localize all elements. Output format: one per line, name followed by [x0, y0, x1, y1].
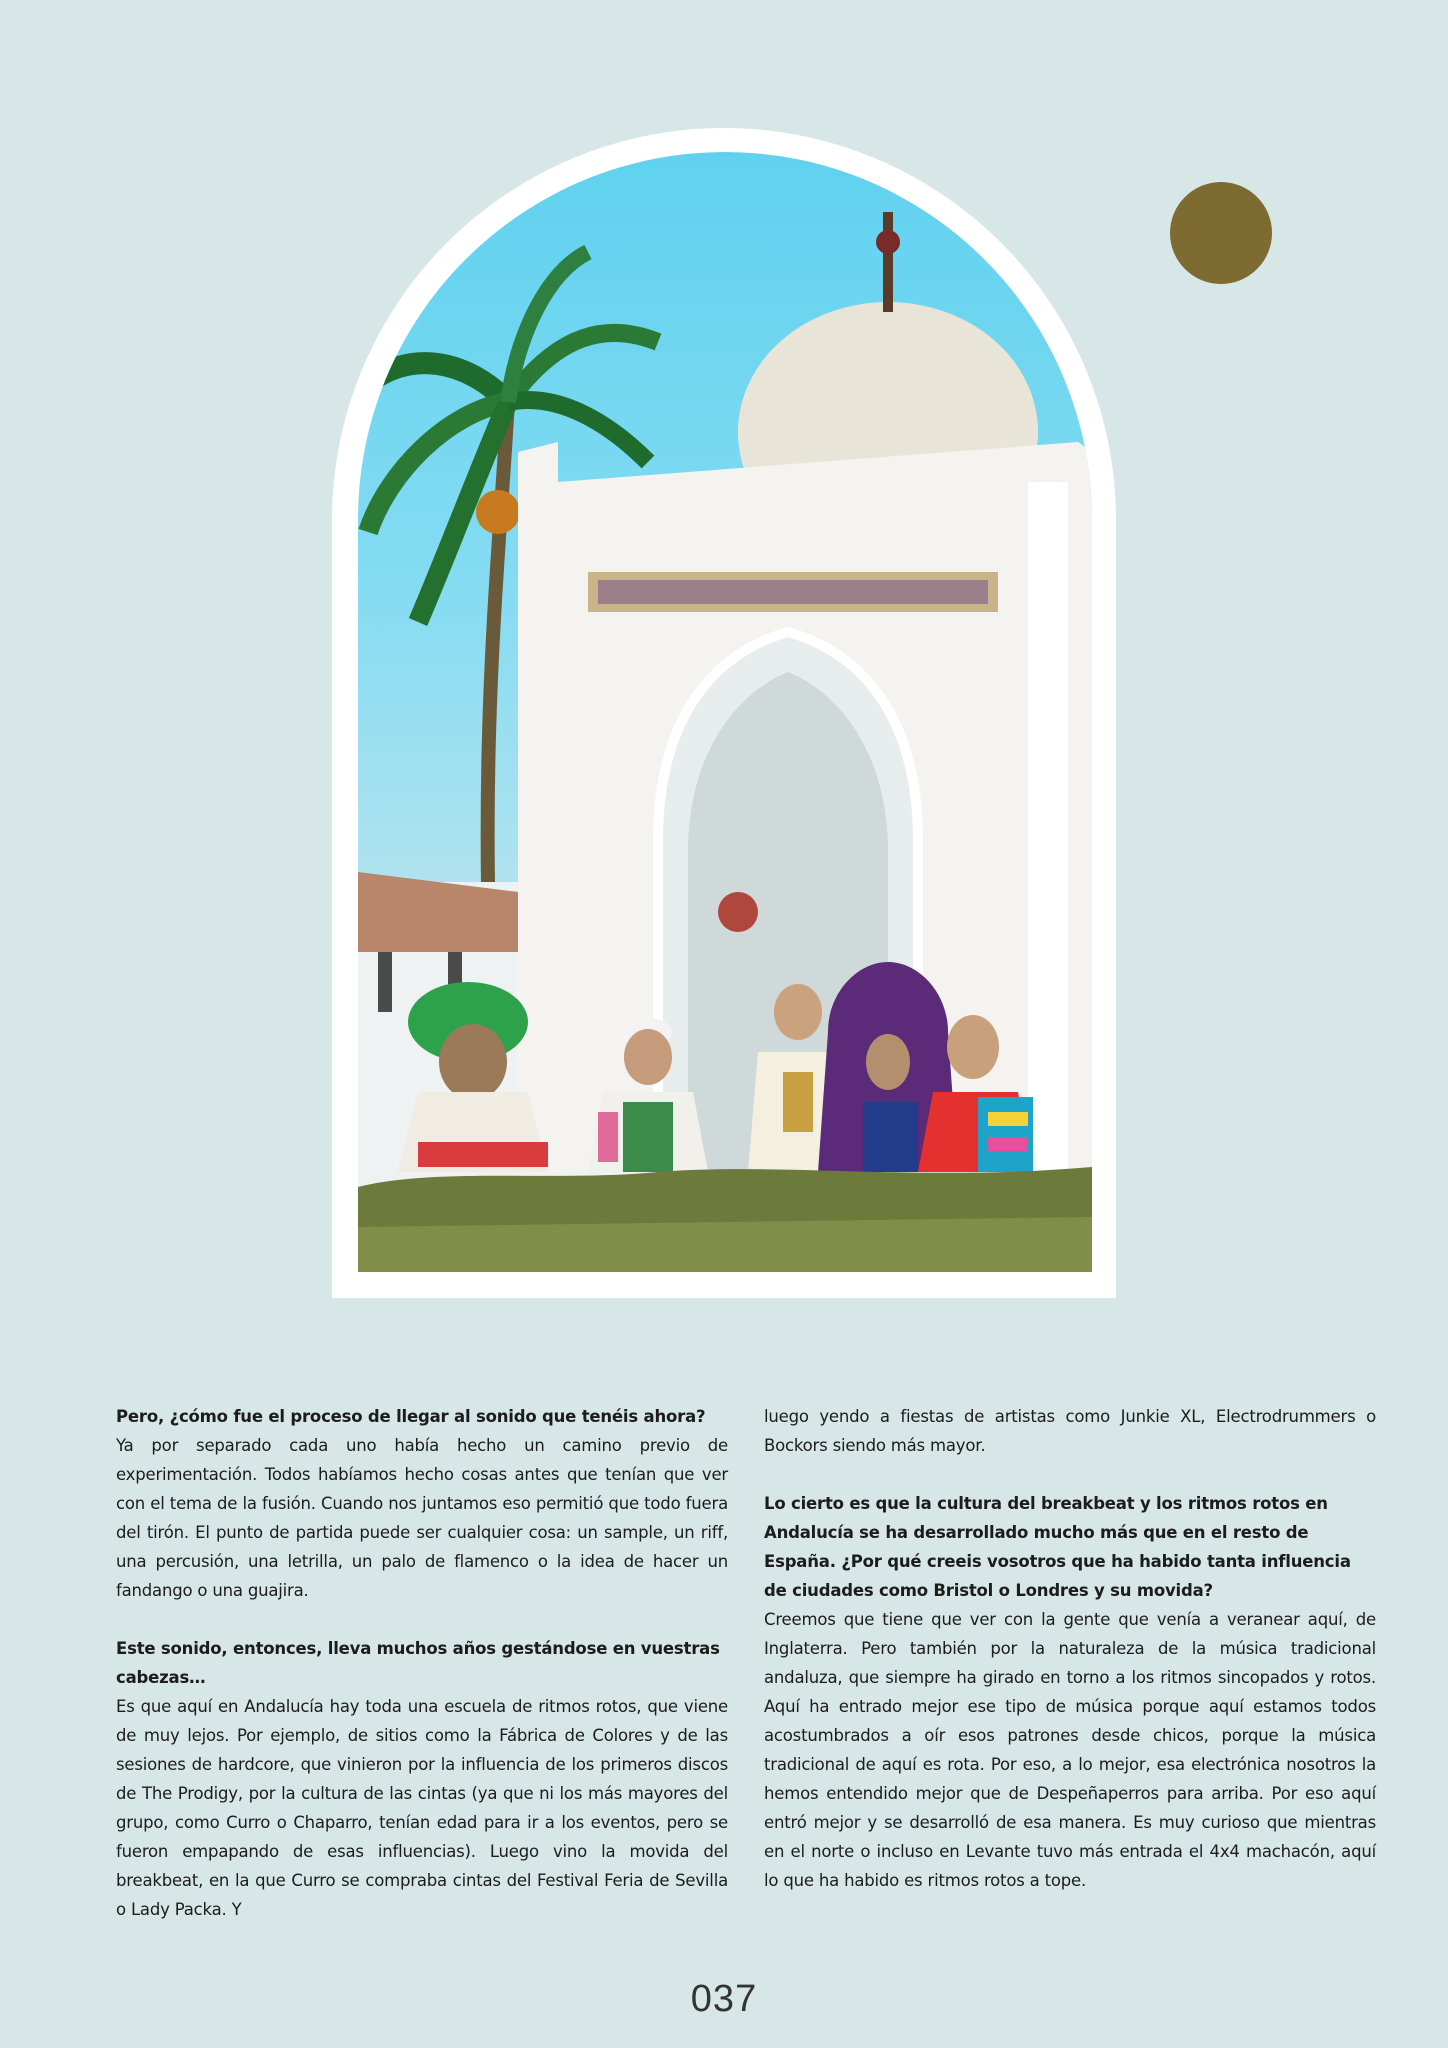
answer-2: Es que aquí en Andalucía hay toda una escuela de ritmos rotos, que viene de muy lejos. Por ejemplo, de sitios como la Fábrica de Colores y de las sesiones de hardcore, que vinieron por la influencia de los primeros discos de The Prodigy, por la cultura de las cintas (ya que ni los más mayores del grupo, como Curro o Chaparro, tenían edad para ir a los eventos, pero se fueron empapando de esas influencias). Luego vino la movida del breakbeat, en la que Curro se compraba cintas del Festival Feria de Sevilla o Lady Packa. Y	[116, 1697, 728, 1919]
article-column-left	[116, 1402, 728, 1924]
answer-2-continued: luego yendo a fiestas de artistas como Junkie XL, Electrodrummers o Bockors siendo más mayor.	[764, 1407, 1376, 1455]
band-photo	[358, 152, 1092, 1272]
answer-3: Creemos que tiene que ver con la gente que venía a veranear aquí, de Inglaterra. Pero también por la naturaleza de la música tradicional andaluza, que siempre ha girado en torno a los ritmos sincopados y rotos. Aquí ha entrado mejor ese tipo de música porque aquí estamos todos acostumbrados a oír esos patrones desde chicos, porque la música tradicional de aquí es rota. Por eso, a lo mejor, esa electrónica nosotros la hemos entendido mejor que de Despeñaperros para arriba. Por eso aquí entró mejor y se desarrolló de esa manera. Es muy curioso que mientras en el norte o incluso en Levante tuvo más entrada el 4x4 machacón, aquí lo que ha habido es ritmos rotos a tope.	[764, 1610, 1376, 1890]
page-number: 037	[690, 1978, 758, 2020]
question-3: Lo cierto es que la cultura del breakbeat y los ritmos rotos en Andalucía se ha desarrollado mucho más que en el resto de España. ¿Por qué creeis vosotros que ha habido tanta influencia de ciudades como Bristol o Londres y su movida?	[764, 1494, 1351, 1600]
question-2: Este sonido, entonces, lleva muchos años gestándose en vuestras cabezas…	[116, 1639, 720, 1687]
gold-accent-dot	[1170, 182, 1272, 284]
question-1: Pero, ¿cómo fue el proceso de llegar al sonido que tenéis ahora?	[116, 1407, 706, 1426]
article-column-right	[764, 1402, 1376, 1895]
answer-1: Ya por separado cada uno había hecho un camino previo de experimentación. Todos habíamos hecho cosas antes que tenían que ver con el tema de la fusión. Cuando nos juntamos eso permitió que todo fuera del tirón. El punto de partida puede ser cualquier cosa: un sample, un riff, una percusión, una letrilla, un palo de flamenco o la idea de hacer un fandango o una guajira.	[116, 1436, 728, 1600]
band-photo-illustration	[358, 152, 1092, 1272]
